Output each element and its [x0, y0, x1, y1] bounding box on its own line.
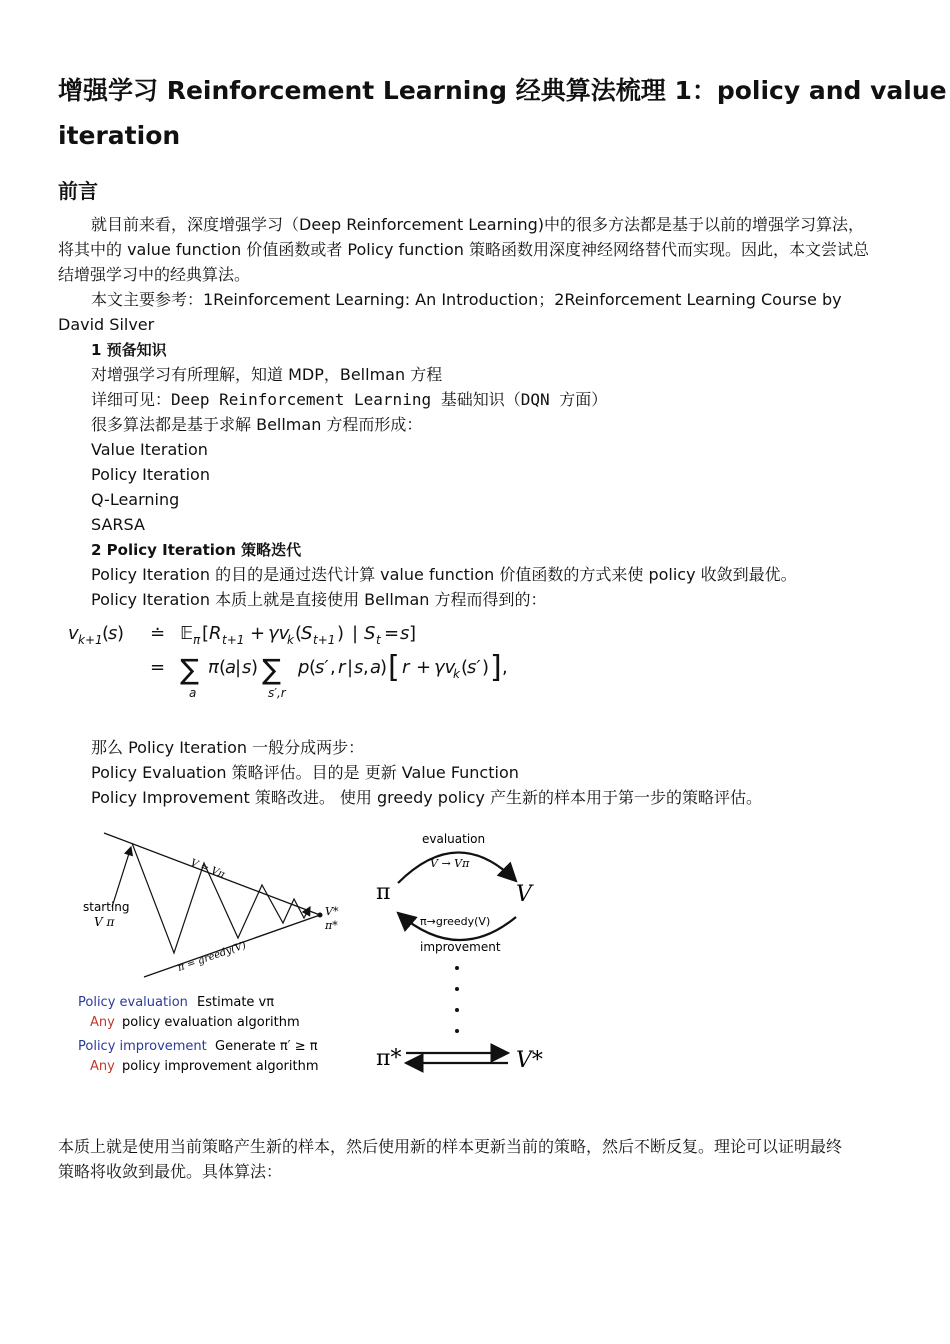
- conclusion-line1: 本质上就是使用当前策略产生新的样本，然后使用新的样本更新当前的策略，然后不断反复。理论可以证明最终: [58, 1137, 843, 1156]
- impr-any-text: policy improvement algorithm: [122, 1059, 319, 1074]
- evaluation-improvement-cycle: [370, 825, 560, 1080]
- svg-text:]: ]: [490, 650, 502, 685]
- policy-evaluation-label: Policy evaluation: [78, 995, 188, 1010]
- svg-text:k: k: [287, 633, 294, 647]
- gpi-convergence-figure: [74, 825, 364, 1080]
- section2-line1: Policy Iteration 的目的是通过迭代计算 value function 价值函数的方式来使 policy 收敛到最优。: [91, 565, 797, 584]
- ellipsis-dot: [455, 1029, 459, 1033]
- preface-p1-line1: 就目前来看，深度增强学习（Deep Reinforcement Learning)中的很多方法都是基于以前的增强学习算法，: [91, 215, 865, 234]
- bellman-equation: [62, 615, 532, 707]
- svg-text:(: (: [295, 623, 303, 644]
- svg-text:(: (: [219, 657, 227, 678]
- policy-improvement-label: Policy improvement: [78, 1039, 207, 1054]
- upper-line-label: V = Vπ: [188, 857, 227, 881]
- policy-evaluation-text: Estimate vπ: [197, 995, 275, 1010]
- section1-heading: 1 预备知识: [91, 341, 167, 359]
- svg-text:∑: ∑: [180, 653, 199, 686]
- svg-text:): ): [482, 657, 490, 678]
- ellipsis-dot: [455, 966, 459, 970]
- svg-text:S: S: [364, 623, 376, 644]
- svg-text:=: =: [150, 657, 166, 678]
- v-star-label: V*: [325, 905, 339, 918]
- algorithm-item: SARSA: [91, 515, 145, 534]
- svg-text:(: (: [102, 623, 110, 644]
- page-title-line2: iteration: [58, 121, 181, 150]
- svg-text:𝔼: 𝔼: [180, 623, 194, 644]
- v-to-vpi-label: V → Vπ: [430, 857, 470, 870]
- svg-text:): ): [117, 623, 125, 644]
- starting-label: starting: [83, 900, 130, 914]
- ellipsis-dot: [455, 1008, 459, 1012]
- section1-line2: 详细可见：Deep Reinforcement Learning 基础知识（DQN 方面）: [91, 390, 608, 409]
- svg-text:p: p: [298, 657, 310, 678]
- svg-text:): ): [337, 623, 345, 644]
- svg-text:γv: γv: [434, 657, 456, 678]
- steps-intro: 那么 Policy Iteration 一般分成两步：: [91, 738, 365, 757]
- ellipsis-dot: [455, 987, 459, 991]
- svg-text:s: s: [400, 623, 410, 644]
- preface-p1-line2: 将其中的 value function 价值函数或者 Policy function 策略函数用深度神经网络替代而实现。因此，本文尝试总: [58, 240, 869, 259]
- svg-text:π: π: [193, 633, 201, 647]
- svg-text:): ): [380, 657, 388, 678]
- page-title-line1: 增强学习 Reinforcement Learning 经典算法梳理 1：policy and value: [58, 76, 947, 105]
- svg-text:+: +: [416, 657, 432, 678]
- pi-node: π: [376, 880, 391, 905]
- svg-text:γv: γv: [268, 623, 290, 644]
- svg-text:]: ]: [409, 623, 417, 644]
- algorithm-item: Q-Learning: [91, 490, 180, 509]
- conclusion-line2: 策略将收敛到最优。具体算法：: [58, 1162, 283, 1181]
- svg-text:(: (: [461, 657, 469, 678]
- svg-text:t+1: t+1: [222, 633, 245, 647]
- step-policy-improvement: Policy Improvement 策略改进。 使用 greedy policy 产生新的样本用于第一步的策略评估。: [91, 788, 762, 807]
- svg-text:t: t: [376, 633, 381, 647]
- svg-text:a: a: [189, 686, 197, 700]
- svg-text:s′: s′: [315, 657, 329, 678]
- v-node: V: [516, 882, 532, 907]
- start-v-pi-label: V π: [94, 915, 115, 929]
- preface-p2-line2: David Silver: [58, 315, 155, 334]
- svg-text:r: r: [338, 657, 346, 678]
- svg-text:∑: ∑: [262, 653, 281, 686]
- svg-text:k: k: [453, 667, 460, 681]
- step-policy-evaluation: Policy Evaluation 策略评估。目的是 更新 Value Function: [91, 763, 519, 782]
- pi-greedy-label: π→greedy(V): [420, 915, 491, 928]
- svg-text:s: s: [108, 623, 118, 644]
- policy-improvement-text: Generate π′ ≥ π: [215, 1039, 318, 1054]
- v-star-node: V*: [516, 1048, 543, 1073]
- preface-p1-line3: 结增强学习中的经典算法。: [58, 265, 251, 284]
- svg-text:S: S: [301, 623, 313, 644]
- section1-line3: 很多算法都是基于求解 Bellman 方程而形成：: [91, 415, 423, 434]
- svg-text:s′: s′: [467, 657, 481, 678]
- svg-text:s′,r: s′,r: [268, 686, 286, 700]
- svg-text:R: R: [209, 623, 222, 644]
- algorithm-item: Value Iteration: [91, 440, 208, 459]
- svg-text:|: |: [347, 657, 354, 678]
- pi-star-node: π*: [376, 1046, 402, 1071]
- svg-text:a: a: [225, 657, 237, 678]
- start-arrow: [112, 847, 131, 907]
- preface-heading: 前言: [58, 179, 98, 203]
- svg-text:r: r: [402, 657, 410, 678]
- svg-text:|: |: [235, 657, 242, 678]
- lower-line-label: π = greedy(V): [176, 940, 248, 974]
- section2-heading: 2 Policy Iteration 策略迭代: [91, 541, 302, 559]
- preface-p2-line1: 本文主要参考：1Reinforcement Learning: An Introduction；2Reinforcement Learning Course by: [91, 290, 842, 309]
- svg-text:k+1: k+1: [78, 633, 103, 647]
- svg-text:+: +: [250, 623, 266, 644]
- section2-line2: Policy Iteration 本质上就是直接使用 Bellman 方程而得到的：: [91, 590, 547, 609]
- svg-text:s: s: [242, 657, 252, 678]
- zigzag-path: [132, 843, 310, 953]
- svg-text:t+1: t+1: [313, 633, 336, 647]
- svg-text:=: =: [384, 623, 400, 644]
- svg-text:≐: ≐: [150, 623, 166, 644]
- evaluation-label: evaluation: [422, 832, 486, 846]
- svg-text:,: ,: [363, 657, 369, 678]
- svg-text:(: (: [309, 657, 317, 678]
- svg-text:[: [: [202, 623, 210, 644]
- svg-text:,: ,: [330, 657, 336, 678]
- svg-text:v: v: [68, 623, 79, 644]
- svg-text:a: a: [370, 657, 382, 678]
- eval-any-label: Any: [90, 1015, 115, 1030]
- algorithm-item: Policy Iteration: [91, 465, 210, 484]
- svg-text:): ): [251, 657, 259, 678]
- pi-star-label: π*: [325, 919, 338, 932]
- improvement-label: improvement: [420, 940, 501, 954]
- optimum-point: [318, 913, 323, 918]
- impr-any-label: Any: [90, 1059, 115, 1074]
- svg-text:,: ,: [502, 657, 508, 678]
- svg-text:π: π: [208, 657, 219, 678]
- svg-text:s: s: [354, 657, 364, 678]
- svg-text:[: [: [388, 650, 400, 685]
- svg-text:|: |: [352, 623, 359, 644]
- eval-any-text: policy evaluation algorithm: [122, 1015, 300, 1030]
- section1-line1: 对增强学习有所理解，知道 MDP，Bellman 方程: [91, 365, 443, 384]
